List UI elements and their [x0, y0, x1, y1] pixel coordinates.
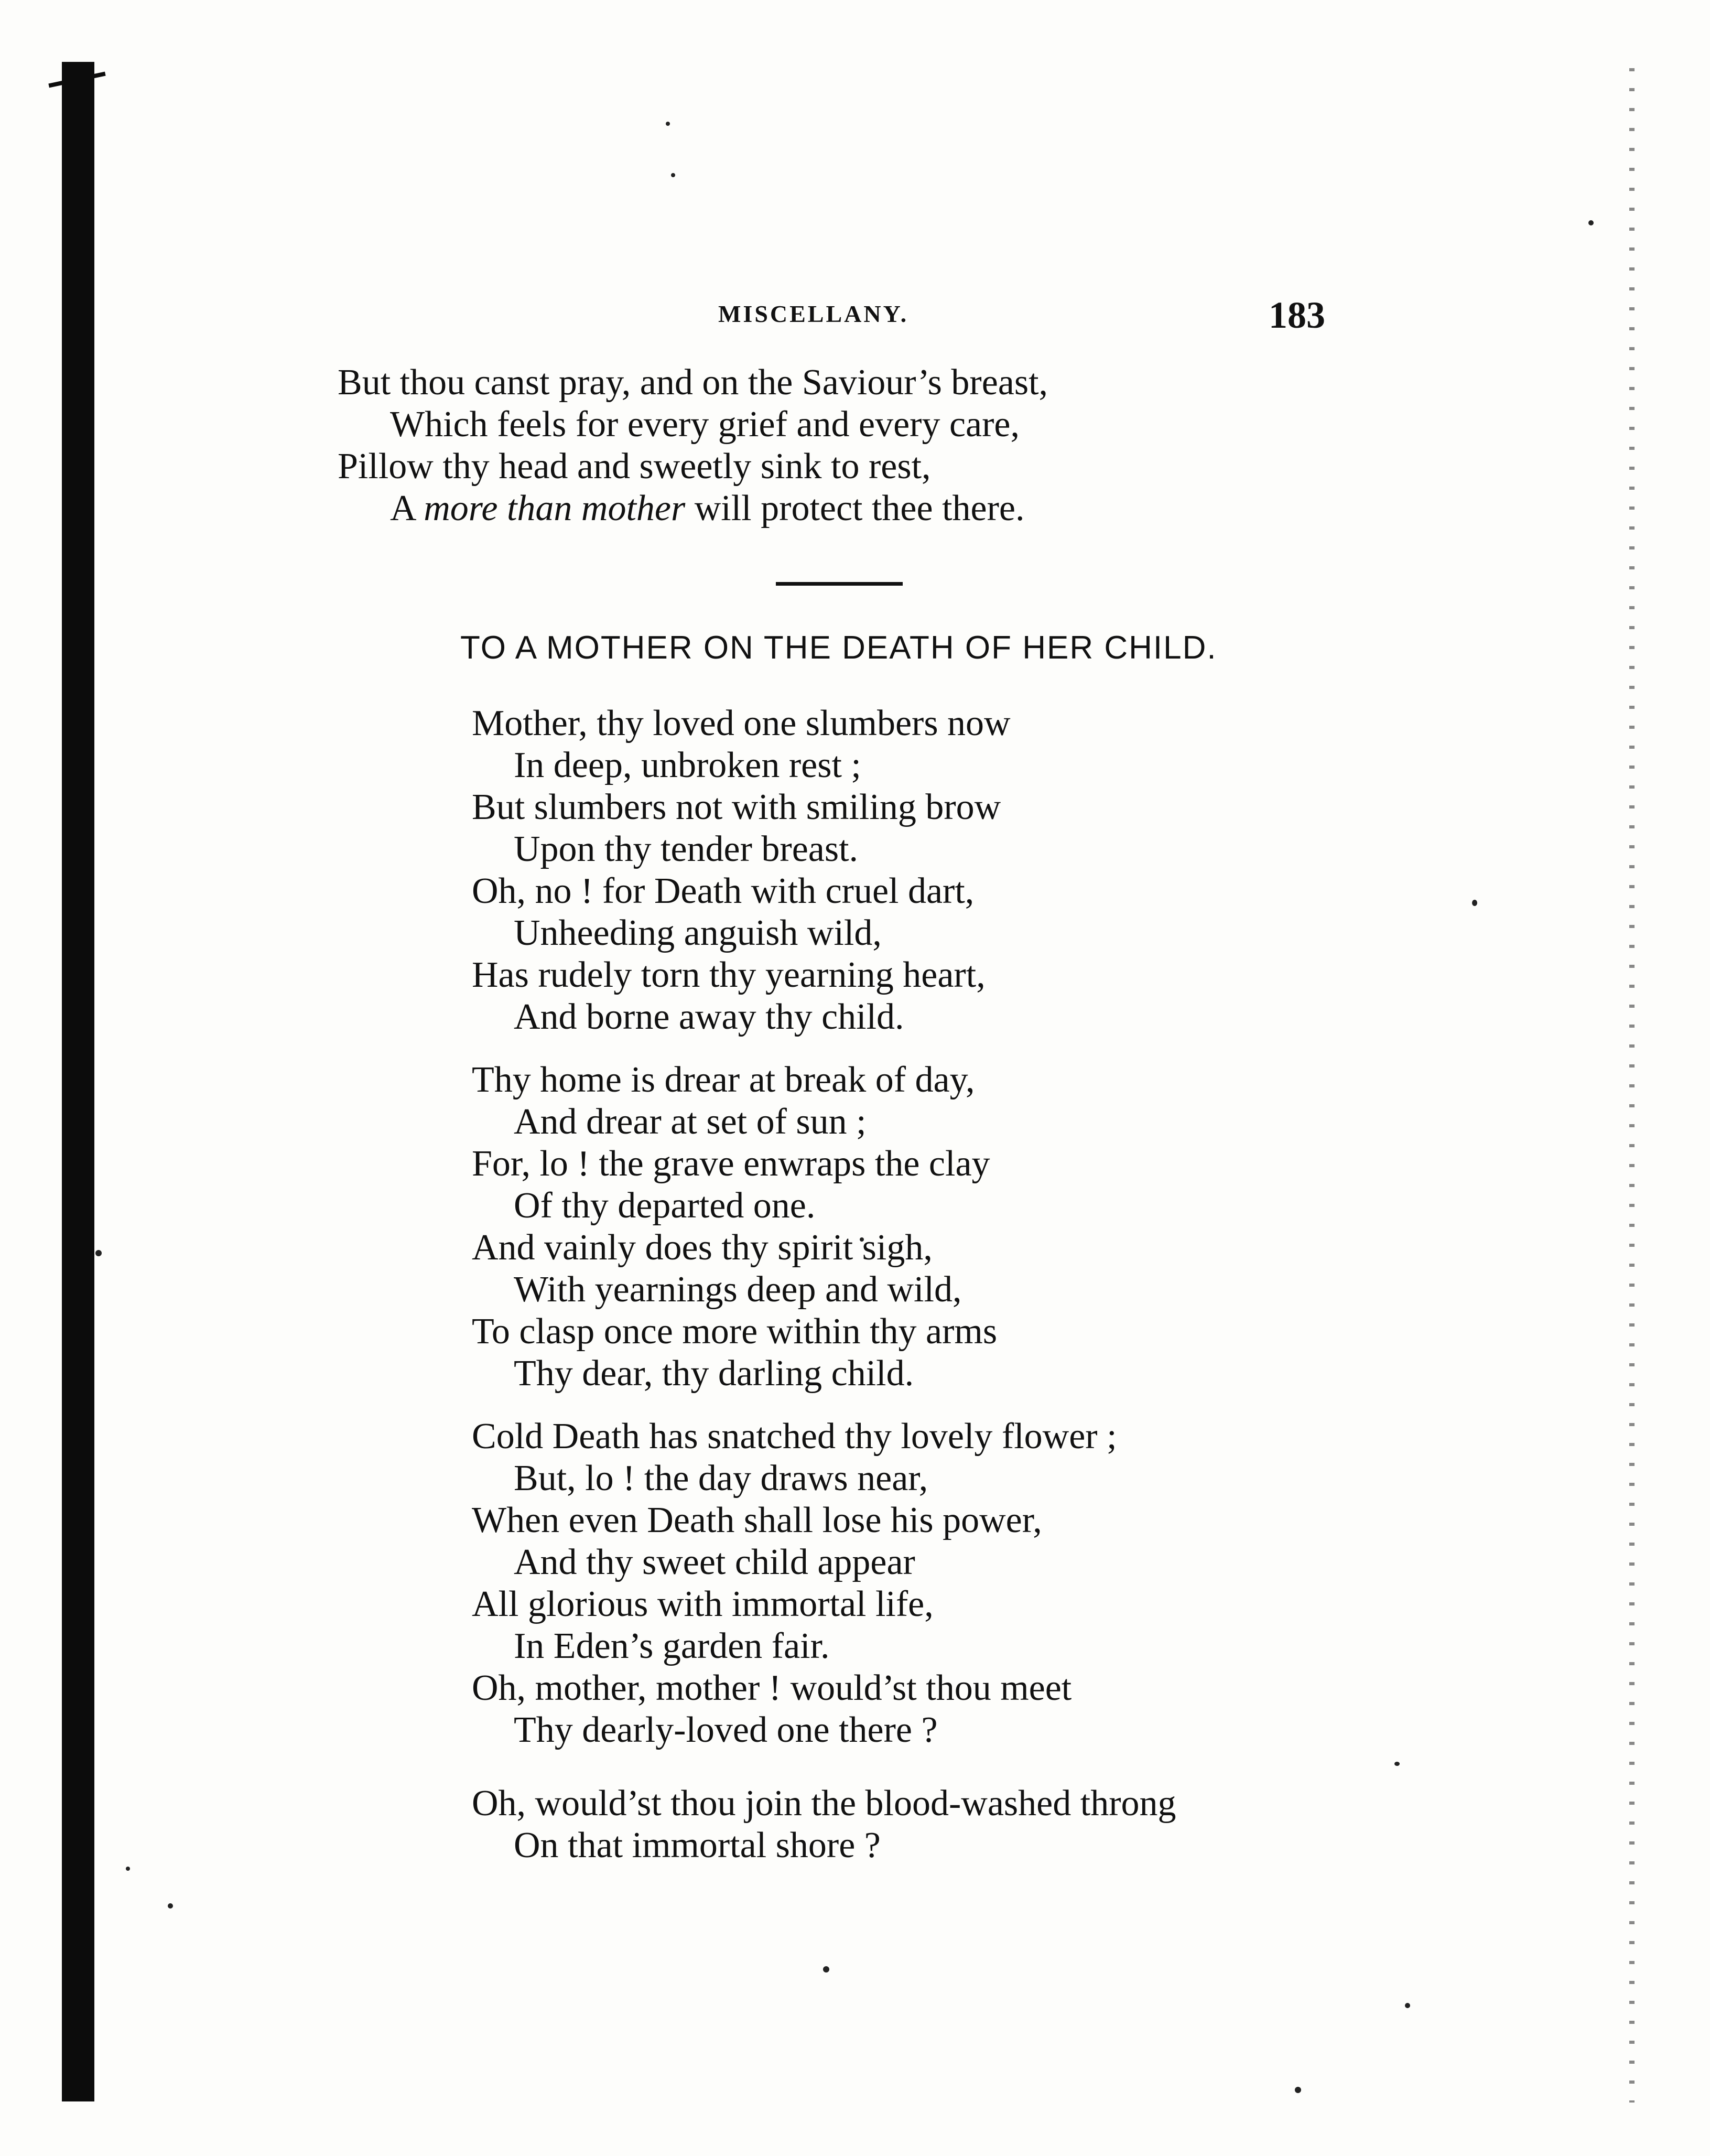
poem-line: Which feels for every grief and every care,: [390, 404, 1020, 445]
stanza-3: [472, 1416, 1520, 1751]
poem-line: Pillow thy head and sweetly sink to rest,: [338, 446, 931, 487]
poem-line: And vainly does thy spirit sigh,: [472, 1227, 933, 1268]
ink-speck: [1405, 2003, 1410, 2008]
section-divider: [776, 582, 903, 586]
page-header: [0, 294, 1710, 341]
poem-line: Thy home is drear at break of day,: [472, 1060, 975, 1100]
poem-line: And borne away thy child.: [514, 997, 904, 1037]
right-page-edge: [1629, 68, 1635, 2103]
poem-line: But, lo ! the day draws near,: [514, 1458, 928, 1499]
ink-speck: [1295, 2087, 1301, 2093]
line-text: will protect thee there.: [685, 488, 1025, 529]
line-text: A: [390, 488, 424, 529]
poem-line: In deep, unbroken rest ;: [514, 745, 861, 785]
ink-speck: [823, 1966, 829, 1972]
poem-line: Has rudely torn thy yearning heart,: [472, 955, 986, 995]
page-number: 183: [1269, 294, 1325, 336]
stanza-2: [472, 1059, 1520, 1395]
ink-speck: [666, 122, 670, 126]
poem-line: In Eden’s garden fair.: [514, 1626, 830, 1666]
poem-line: Thy dearly-loved one there ?: [514, 1710, 938, 1750]
page-binding-edge: [62, 62, 94, 2101]
ink-speck: [671, 173, 675, 177]
poem-line: And thy sweet child appear: [514, 1542, 915, 1582]
ink-speck: [126, 1867, 130, 1871]
poem-line: And drear at set of sun ;: [514, 1102, 867, 1142]
poem-line: For, lo ! the grave enwraps the clay: [472, 1144, 990, 1184]
ink-speck: [95, 1250, 102, 1256]
running-head: MISCELLANY.: [718, 300, 909, 327]
poem-line: Cold Death has snatched thy lovely flower ;: [472, 1416, 1117, 1457]
ink-speck: [1394, 1762, 1400, 1766]
poem-line: With yearnings deep and wild,: [514, 1269, 962, 1310]
poem-line: But slumbers not with smiling brow: [472, 787, 1001, 827]
poem-line: Mother, thy loved one slumbers now: [472, 703, 1011, 743]
poem-title: TO A MOTHER ON THE DEATH OF HER CHILD.: [460, 630, 1217, 666]
poem-line: On that immortal shore ?: [514, 1825, 881, 1866]
emphasized-text: more than mother: [424, 488, 686, 529]
poem-line: Thy dear, thy darling child.: [514, 1353, 914, 1394]
poem-line: Unheeding anguish wild,: [514, 913, 882, 953]
poem-line: All glorious with immortal life,: [472, 1584, 934, 1624]
poem-line: Oh, would’st thou join the blood-washed throng: [472, 1783, 1176, 1824]
poem-line: But thou canst pray, and on the Saviour’s breast,: [338, 362, 1048, 403]
poem-line: [338, 488, 1386, 530]
poem-line: When even Death shall lose his power,: [472, 1500, 1042, 1540]
previous-poem-ending: [338, 362, 1386, 530]
poem-line: To clasp once more within thy arms: [472, 1311, 998, 1352]
poem-line: Upon thy tender breast.: [514, 829, 859, 869]
stanza-4: [472, 1783, 1520, 1867]
poem-line: Oh, mother, mother ! would’st thou meet: [472, 1668, 1072, 1708]
stanza-1: [472, 703, 1520, 1038]
ink-speck: [1588, 220, 1594, 225]
poem-line: Of thy departed one.: [514, 1185, 816, 1226]
poem-line: Oh, no ! for Death with cruel dart,: [472, 871, 975, 911]
ink-speck: [168, 1903, 173, 1909]
